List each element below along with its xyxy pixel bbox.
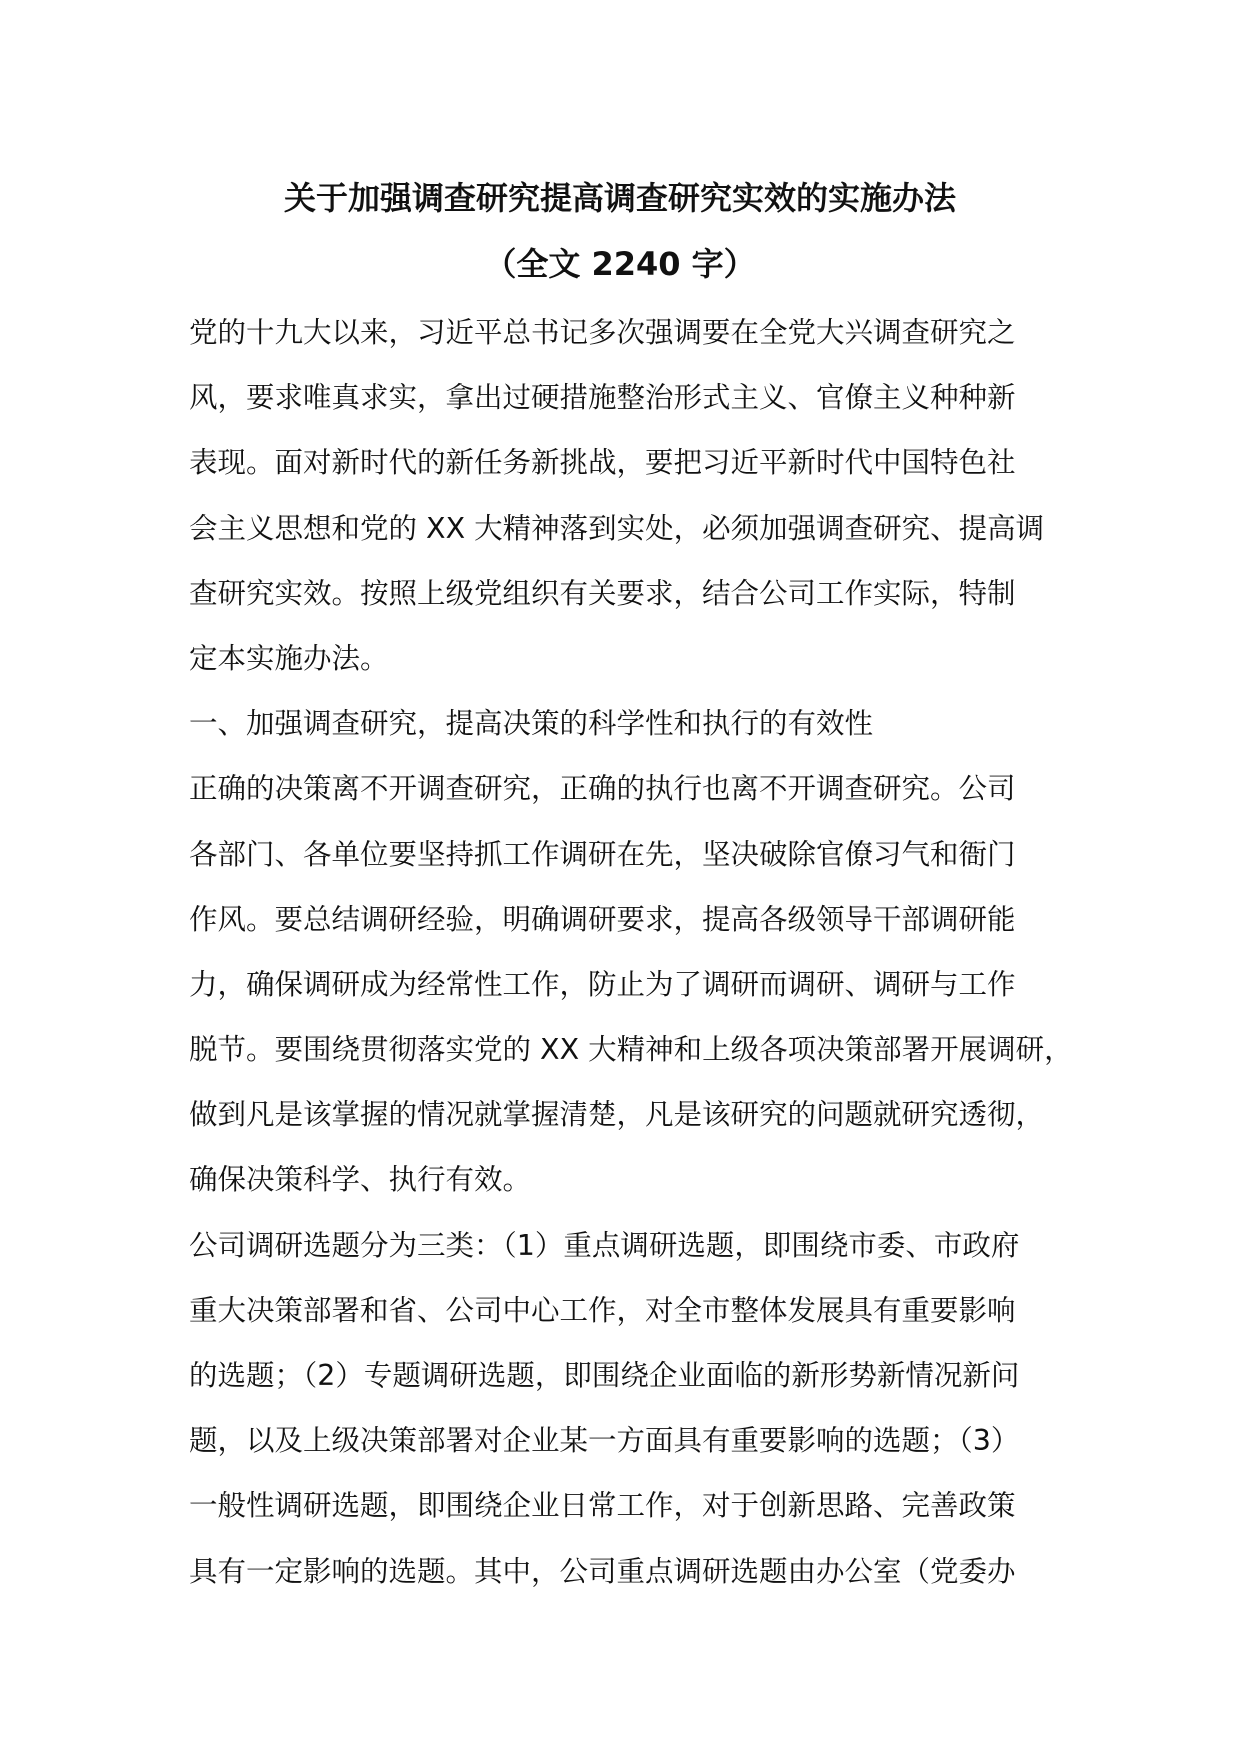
body-line: 作风。要总结调研经验，明确调研要求，提高各级领导干部调研能	[189, 902, 1016, 936]
body-line: 题，以及上级决策部署对企业某一方面具有重要影响的选题；（3）	[189, 1424, 1020, 1458]
body-line: 具有一定影响的选题。其中，公司重点调研选题由办公室（党委办	[189, 1554, 1016, 1588]
body-line: 各部门、各单位要坚持抓工作调研在先，坚决破除官僚习气和衙门	[189, 837, 1016, 871]
body-line: 公司调研选题分为三类：（1）重点调研选题，即围绕市委、市政府	[189, 1228, 1020, 1262]
body-line: 正确的决策离不开调查研究，正确的执行也离不开调查研究。公司	[189, 772, 1016, 806]
body-line: 脱节。要围绕贯彻落实党的 XX 大精神和上级各项决策部署开展调研，	[189, 1033, 1073, 1067]
body-line: 风，要求唯真求实，拿出过硬措施整治形式主义、官僚主义种种新	[189, 381, 1016, 415]
body-line: 做到凡是该掌握的情况就掌握清楚，凡是该研究的问题就研究透彻，	[189, 1098, 1045, 1132]
body-line: 会主义思想和党的 XX 大精神落到实处，必须加强调查研究、提高调	[189, 511, 1045, 545]
body-line: 定本实施办法。	[189, 641, 389, 675]
body-line: 党的十九大以来，习近平总书记多次强调要在全党大兴调查研究之	[189, 316, 1016, 349]
body-line: 查研究实效。按照上级党组织有关要求，结合公司工作实际，特制	[189, 576, 1016, 610]
body-line: 确保决策科学、执行有效。	[189, 1163, 532, 1197]
body-line: 重大决策部署和省、公司中心工作，对全市整体发展具有重要影响	[189, 1293, 1016, 1327]
document-body	[189, 300, 1089, 1604]
body-line: 力，确保调研成为经常性工作，防止为了调研而调研、调研与工作	[189, 967, 1016, 1001]
document-title: 关于加强调查研究提高调查研究实效的实施办法	[283, 179, 956, 217]
section-heading: 一、加强调查研究，提高决策的科学性和执行的有效性	[189, 707, 874, 741]
body-line: 的选题；（2）专题调研选题，即围绕企业面临的新形势新情况新问	[189, 1359, 1020, 1392]
body-line: 表现。面对新时代的新任务新挑战，要把习近平新时代中国特色社	[189, 446, 1016, 480]
body-line: 一般性调研选题，即围绕企业日常工作，对于创新思路、完善政策	[189, 1489, 1016, 1523]
document-subtitle: （全文 2240 字）	[484, 245, 756, 283]
